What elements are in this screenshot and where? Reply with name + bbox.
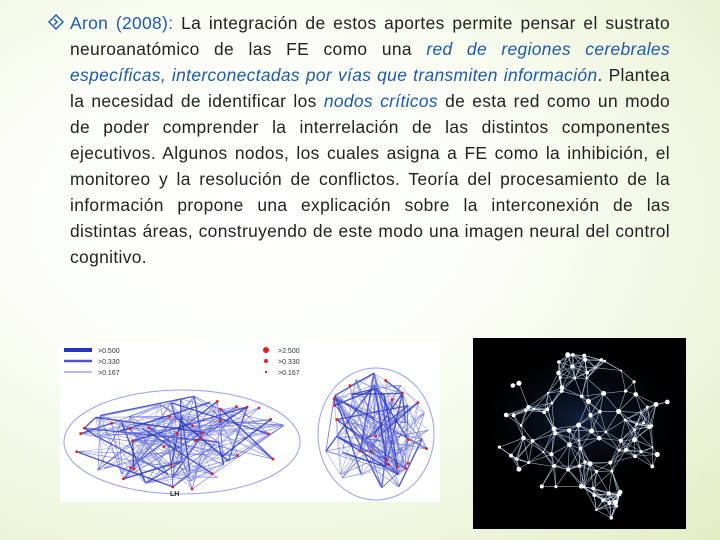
network-node (132, 468, 135, 471)
brain-node (521, 436, 526, 441)
network-node (176, 432, 179, 435)
brain-node (598, 410, 602, 414)
brain-node (610, 470, 613, 473)
brain-node (601, 499, 605, 503)
brain-node (665, 400, 670, 405)
brain-node (576, 423, 581, 428)
network-node (375, 434, 378, 437)
network-node (404, 467, 407, 470)
brain-node (608, 461, 612, 465)
brain-node (654, 402, 659, 407)
brain-node (586, 399, 591, 404)
network-node (272, 458, 275, 461)
brain-node (527, 461, 530, 464)
brain-node (633, 392, 638, 397)
network-node (131, 439, 134, 442)
brain-node (619, 439, 623, 443)
network-node (407, 438, 410, 441)
network-edge (413, 407, 424, 413)
brain-node (549, 452, 553, 456)
network-node (79, 432, 82, 435)
emphasis-critical-nodes: nodos críticos (323, 91, 438, 111)
brain-network-figure (60, 342, 440, 502)
brain-node (640, 412, 642, 414)
brain-node (553, 431, 557, 435)
network-node (349, 384, 352, 387)
brain-node (533, 408, 536, 411)
network-node (201, 432, 204, 435)
network-node (129, 427, 132, 430)
brain-node (639, 450, 642, 453)
brain-node (520, 424, 523, 427)
network-node (75, 450, 78, 453)
brain-node (642, 421, 645, 424)
brain-node (607, 491, 611, 495)
brain-node (592, 493, 596, 497)
brain-node (601, 391, 606, 396)
network-node (257, 407, 260, 410)
paragraph-text-1: La integración de estos aportes permite pensar el sustrato neuroanatómico de las FE como una (70, 13, 671, 59)
brain-node (531, 439, 535, 443)
legend-nodes (263, 347, 300, 377)
brain-node (573, 377, 576, 380)
network-node (170, 464, 173, 467)
diamond-arrow-icon (48, 14, 64, 30)
legend-node-label: >2.500 (278, 348, 300, 355)
brain-node (624, 419, 627, 422)
brain-node (595, 470, 598, 473)
brain-node (603, 360, 606, 363)
brain-node (516, 467, 521, 472)
network-node (110, 422, 113, 425)
network-node (211, 472, 214, 475)
network-node (235, 405, 238, 408)
network-node (219, 408, 222, 411)
brain-node (650, 424, 653, 427)
brain-node (595, 509, 597, 511)
brain-node (624, 389, 627, 392)
brain-node (511, 383, 516, 388)
network-edge (84, 417, 96, 428)
legend-line-label: >0.330 (98, 359, 120, 366)
network-node (385, 458, 388, 461)
brain-node (554, 485, 557, 488)
brain-node (509, 454, 513, 458)
legend-lines (64, 348, 120, 377)
brain-node (498, 446, 501, 449)
network-node (219, 420, 222, 423)
network-node (122, 477, 125, 480)
glowing-brain-image (473, 338, 686, 529)
brain-node (589, 428, 594, 433)
brain-node (650, 464, 654, 468)
brain-node (557, 360, 561, 364)
brain-node (559, 376, 562, 379)
brain-node (580, 395, 584, 399)
brain-node (613, 500, 618, 505)
brain-node (578, 464, 582, 468)
brain-node (512, 413, 516, 417)
brain-node (547, 392, 549, 394)
brain-node (615, 505, 618, 508)
brain-node (620, 370, 622, 372)
brain-node (578, 439, 580, 441)
network-edge (351, 394, 381, 487)
network-node (425, 447, 428, 450)
network-edge (326, 396, 335, 452)
brain-node (582, 354, 586, 358)
brain-node (604, 431, 607, 434)
brain-node (565, 352, 570, 357)
brain-node (560, 385, 565, 390)
brain-node (624, 448, 628, 452)
paragraph-text-3: de esta red como un modo de poder comprender la interrelación de las distintos componentes ejecutivos. Algunos nodos, los cuales asigna a FE como la inhibición, el monitoreo y la resolución de conflictos. Teoría del procesamiento de la información propone una explicación sobre la interconexión de las distintas áreas, construyendo de este modo una imagen neural del control cognitivo. (70, 91, 670, 267)
brain-node (655, 452, 660, 457)
brain-node (526, 405, 530, 409)
network-node (191, 424, 194, 427)
network-node (236, 454, 239, 457)
network-node (191, 488, 194, 491)
network-edges-top (326, 373, 428, 488)
network-node (200, 438, 203, 441)
brain-node (552, 426, 557, 431)
network-edge (351, 393, 402, 394)
network-edge (190, 408, 259, 474)
brain-node (583, 358, 587, 362)
network-node (387, 463, 390, 466)
network-node (333, 398, 336, 401)
brain-node (608, 501, 612, 505)
network-node (163, 445, 166, 448)
brain-node (597, 436, 602, 441)
brain-node (551, 401, 554, 404)
network-node (216, 400, 219, 403)
brain-node (583, 460, 587, 464)
network-node (83, 427, 86, 430)
brain-node (633, 380, 636, 383)
network-edges-lateral (75, 396, 284, 490)
brain-node (514, 458, 517, 461)
legend-line-label: >0.167 (98, 370, 120, 377)
brain-node (571, 353, 574, 356)
network-node (129, 466, 132, 469)
brain-node (566, 467, 570, 471)
network-node (269, 418, 272, 421)
brain-node (516, 381, 521, 386)
hemisphere-label: LH (170, 491, 180, 498)
network-node (401, 392, 404, 395)
legend-node-label: >0.330 (278, 359, 300, 366)
brain-node (618, 449, 621, 452)
brain-node (633, 454, 637, 458)
brain-node (579, 484, 584, 489)
brain-node (586, 377, 588, 379)
brain-node (556, 371, 560, 375)
brain-node (616, 409, 621, 414)
brain-node (579, 447, 582, 450)
network-node (407, 462, 410, 465)
brain-node (570, 364, 574, 368)
legend-line-label: >0.500 (98, 348, 120, 355)
brain-node (552, 465, 554, 467)
network-node (359, 450, 362, 453)
brain-node (542, 410, 546, 414)
brain-node (646, 406, 649, 409)
brain-node (651, 446, 653, 448)
brain-node (600, 358, 604, 362)
network-node (370, 450, 373, 453)
network-node (335, 418, 338, 421)
brain-node (583, 486, 585, 488)
paragraph-text-2: . Plantea la necesidad de identificar los (70, 65, 671, 111)
brain-node (633, 428, 636, 431)
network-node (396, 465, 399, 468)
network-node (171, 485, 174, 488)
brain-node (524, 409, 527, 412)
network-node (416, 401, 419, 404)
brain-node (542, 451, 544, 453)
network-node (391, 398, 394, 401)
network-node (333, 404, 336, 407)
brain-node (588, 413, 592, 417)
brain-node (567, 442, 572, 447)
brain-node (560, 389, 564, 393)
network-node (194, 439, 197, 442)
network-node (147, 426, 150, 429)
network-node (267, 433, 270, 436)
network-node (384, 379, 387, 382)
brain-node (545, 407, 549, 411)
brain-node (618, 490, 622, 494)
brain-node (610, 516, 613, 519)
brain-node (567, 428, 571, 432)
brain-node (591, 487, 595, 491)
emphasis-network: red de regiones cerebrales específicas, interconectadas por vías que transmiten información (70, 39, 670, 85)
brain-node (588, 461, 593, 466)
network-node (246, 406, 249, 409)
network-node (168, 415, 171, 418)
brain-node (504, 413, 509, 418)
brain-node (632, 437, 637, 442)
slide-paragraph (70, 10, 670, 270)
brain-node (595, 367, 597, 369)
brain-node (540, 484, 544, 488)
author-citation: Aron (2008): (70, 13, 174, 33)
legend-node-label: >0.167 (278, 370, 300, 377)
brain-node (585, 371, 589, 375)
brain-node (635, 423, 638, 426)
